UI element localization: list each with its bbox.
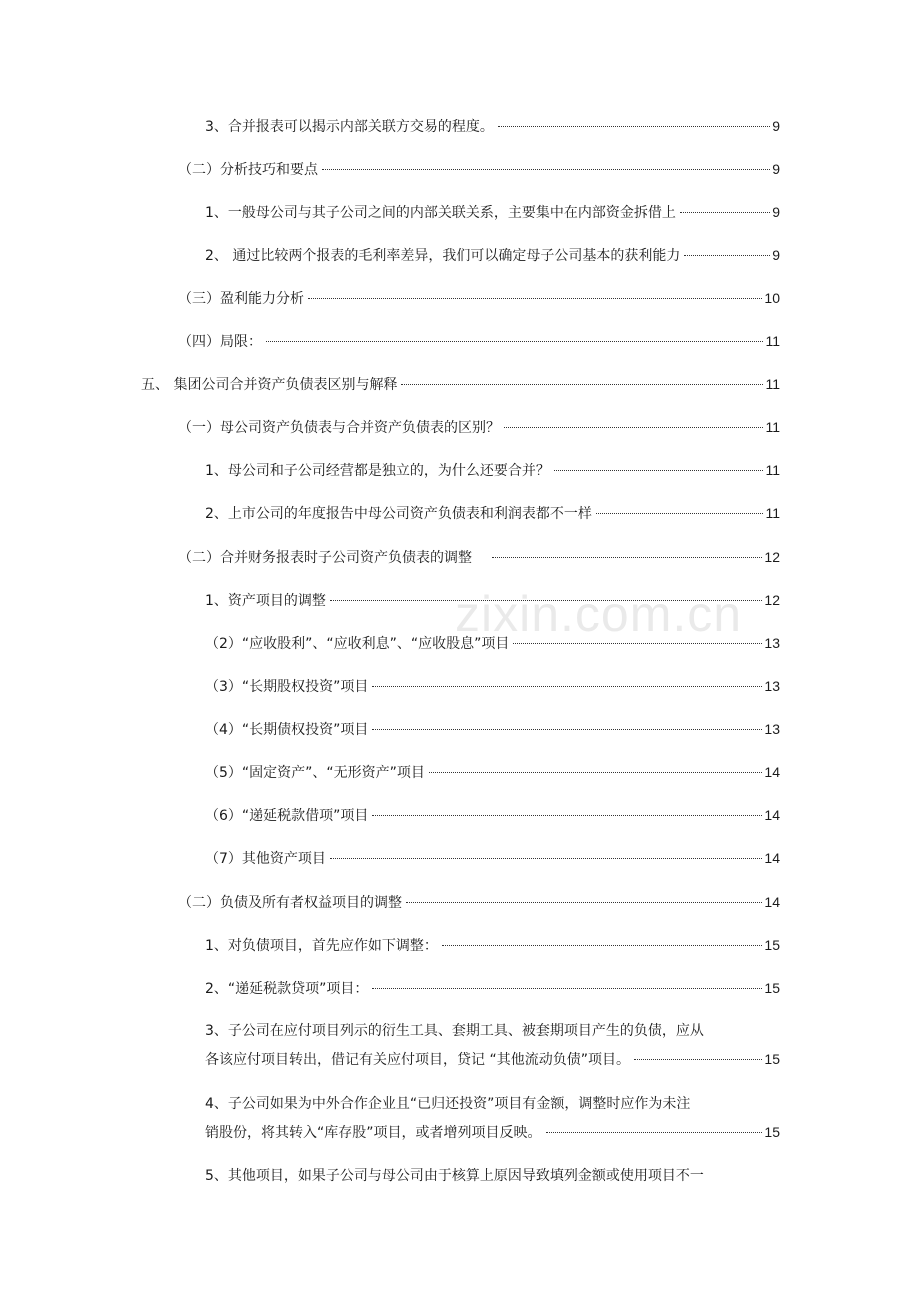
watermark: zixin.com.cn bbox=[455, 586, 743, 642]
toc-entry-page: 9 bbox=[772, 161, 780, 177]
toc-entry[interactable] bbox=[205, 1122, 780, 1143]
dot-leader bbox=[372, 814, 762, 816]
dot-leader bbox=[330, 857, 763, 859]
toc-entry-page: 9 bbox=[772, 204, 780, 220]
toc-entry-page: 15 bbox=[764, 980, 780, 996]
dot-leader bbox=[504, 426, 763, 428]
toc-entry-label: （2）“应收股利”、“应收利息”、“应收股息”项目 bbox=[205, 636, 510, 652]
toc-entry-page: 11 bbox=[765, 462, 780, 478]
toc-entry-label: （3）“长期股权投资”项目 bbox=[205, 679, 369, 695]
dot-leader bbox=[429, 771, 763, 773]
dot-leader bbox=[492, 556, 762, 558]
toc-entry[interactable] bbox=[178, 547, 780, 568]
toc-entry-label: （二）分析技巧和要点 bbox=[178, 162, 318, 178]
dot-leader bbox=[498, 125, 770, 127]
toc-entry-page: 15 bbox=[764, 1051, 780, 1067]
toc-entry[interactable] bbox=[178, 288, 780, 309]
toc-entry-page: 14 bbox=[764, 764, 780, 780]
toc-entry-page: 14 bbox=[764, 894, 780, 910]
toc-entry-page: 15 bbox=[764, 937, 780, 953]
dot-leader bbox=[401, 383, 763, 385]
toc-entry-line[interactable]: 5、其他项目，如果子公司与母公司由于核算上原因导致填列金额或使用项目不一 bbox=[205, 1168, 704, 1184]
toc-entry-page: 14 bbox=[764, 850, 780, 866]
toc-entry-label: 1、母公司和子公司经营都是独立的，为什么还要合并？ bbox=[205, 463, 550, 479]
toc-entry-label: （二）负债及所有者权益项目的调整 bbox=[178, 895, 402, 911]
toc-entry-page: 15 bbox=[764, 1124, 780, 1140]
toc-entry-label: （5）“固定资产”、“无形资产”项目 bbox=[205, 765, 425, 781]
dot-leader bbox=[596, 512, 764, 514]
dot-leader bbox=[372, 728, 762, 730]
dot-leader bbox=[372, 987, 762, 989]
dot-leader bbox=[322, 168, 770, 170]
toc-entry[interactable] bbox=[178, 417, 780, 438]
dot-leader bbox=[266, 340, 763, 342]
toc-entry-label: （7）其他资产项目 bbox=[205, 851, 326, 867]
toc-entry[interactable] bbox=[178, 159, 780, 180]
toc-entry-page: 11 bbox=[765, 505, 780, 521]
toc-entry-line[interactable]: 3、子公司在应付项目列示的衍生工具、套期工具、被套期项目产生的负债，应从 bbox=[205, 1023, 704, 1039]
toc-entry[interactable] bbox=[205, 762, 780, 783]
toc-entry-page: 12 bbox=[764, 592, 780, 608]
toc-entry[interactable] bbox=[205, 676, 780, 697]
toc-entry-label: 五、 集团公司合并资产负债表区别与解释 bbox=[141, 377, 398, 393]
toc-entry-page: 14 bbox=[764, 807, 780, 823]
toc-entry[interactable] bbox=[205, 245, 780, 266]
toc-entry-label: 2、上市公司的年度报告中母公司资产负债表和利润表都不一样 bbox=[205, 506, 592, 522]
toc-entry-page: 13 bbox=[764, 721, 780, 737]
toc-entry[interactable] bbox=[205, 1049, 780, 1070]
toc-entry[interactable] bbox=[205, 503, 780, 524]
toc-entry-label: 2、 通过比较两个报表的毛利率差异，我们可以确定母子公司基本的获利能力 bbox=[205, 248, 681, 264]
toc-entry-label: （6）“递延税款借项”项目 bbox=[205, 808, 369, 824]
dot-leader bbox=[554, 469, 764, 471]
toc-entry[interactable] bbox=[178, 892, 780, 913]
toc-entry[interactable] bbox=[178, 331, 780, 352]
toc-entry-page: 11 bbox=[765, 419, 780, 435]
toc-entry-page: 12 bbox=[764, 549, 780, 565]
toc-entry[interactable] bbox=[205, 116, 780, 137]
toc-entry-page: 13 bbox=[764, 635, 780, 651]
toc-entry[interactable] bbox=[205, 805, 780, 826]
toc-entry[interactable] bbox=[205, 202, 780, 223]
toc-entry[interactable] bbox=[205, 460, 780, 481]
toc-entry-page: 13 bbox=[764, 678, 780, 694]
toc-entry-page: 9 bbox=[772, 118, 780, 134]
toc-entry-label: 1、对负债项目，首先应作如下调整： bbox=[205, 938, 438, 954]
toc-entry-label: 各该应付项目转出，借记有关应付项目，贷记 “其他流动负债”项目。 bbox=[205, 1052, 630, 1068]
dot-leader bbox=[372, 685, 762, 687]
toc-entry-label: 3、合并报表可以揭示内部关联方交易的程度。 bbox=[205, 119, 494, 135]
dot-leader bbox=[546, 1131, 763, 1133]
toc-entry-page: 11 bbox=[765, 333, 780, 349]
toc-entry[interactable] bbox=[205, 978, 780, 999]
toc-entry[interactable] bbox=[205, 719, 780, 740]
dot-leader bbox=[680, 211, 770, 213]
toc-entry-label: 销股份，将其转入“库存股”项目，或者增列项目反映。 bbox=[205, 1125, 542, 1141]
toc-entry-label: 2、“递延税款贷项”项目： bbox=[205, 981, 369, 997]
toc-entry[interactable] bbox=[205, 935, 780, 956]
dot-leader bbox=[406, 901, 762, 903]
toc-entry-label: （三）盈利能力分析 bbox=[178, 291, 304, 307]
dot-leader bbox=[442, 944, 763, 946]
toc-entry-page: 11 bbox=[765, 376, 780, 392]
toc-entry-label: 1、一般母公司与其子公司之间的内部关联关系，主要集中在内部资金拆借上 bbox=[205, 205, 676, 221]
toc-entry-label: （一）母公司资产负债表与合并资产负债表的区别？ bbox=[178, 420, 500, 436]
dot-leader bbox=[634, 1058, 762, 1060]
toc-entry-label: （二）合并财务报表时子公司资产负债表的调整 bbox=[178, 550, 472, 566]
dot-leader bbox=[308, 297, 762, 299]
toc-entry-page: 10 bbox=[764, 290, 780, 306]
toc-entry[interactable] bbox=[141, 374, 780, 395]
toc-entry-line[interactable]: 4、子公司如果为中外合作企业且“已归还投资”项目有金额，调整时应作为未注 bbox=[205, 1096, 691, 1112]
toc-entry-label: （4）“长期债权投资”项目 bbox=[205, 722, 369, 738]
dot-leader bbox=[684, 254, 770, 256]
toc-entry-label: （四）局限： bbox=[178, 334, 262, 350]
toc-entry[interactable] bbox=[205, 848, 780, 869]
toc-entry-label: 1、资产项目的调整 bbox=[205, 593, 326, 609]
toc-entry-page: 9 bbox=[772, 247, 780, 263]
